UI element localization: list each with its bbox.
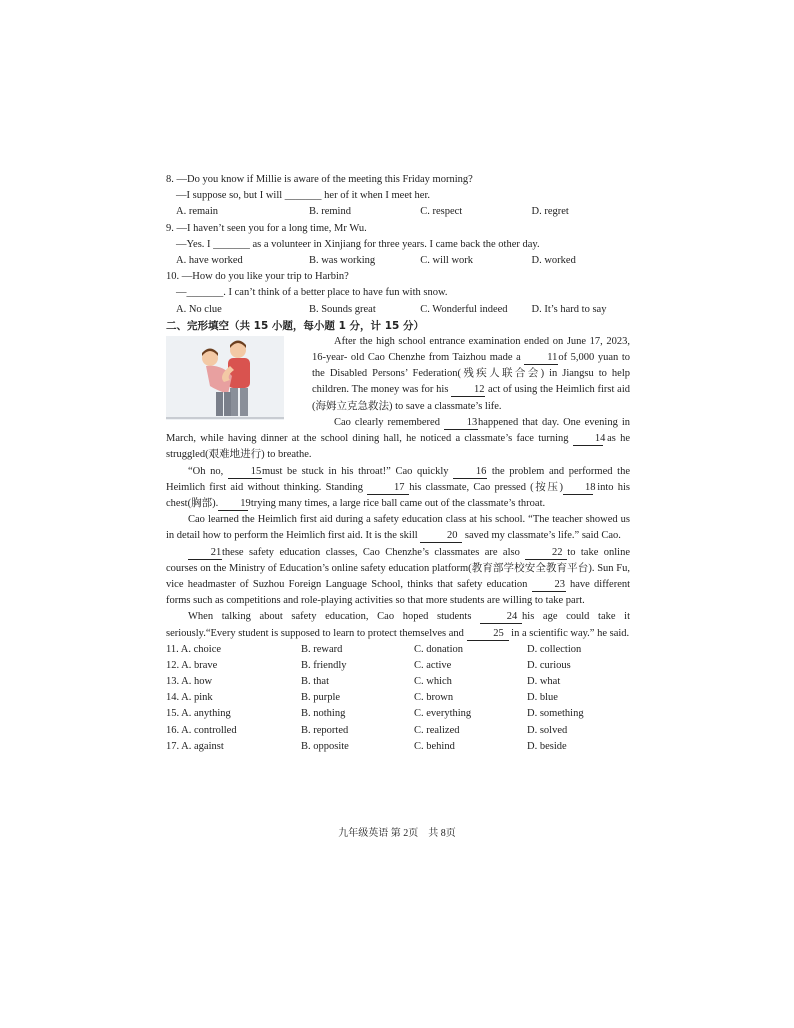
choice-row-12: [166, 658, 630, 674]
choice-15-d: D. something: [527, 708, 584, 720]
q8-option-c: C. respect: [420, 206, 463, 218]
q9-options: [166, 253, 630, 269]
cloze-passage: [166, 334, 630, 642]
choice-12-c: C. active: [414, 659, 452, 671]
choice-row-14: [166, 690, 630, 706]
q9-option-a: A. have worked: [176, 254, 243, 266]
p3-text-c: the problem and performed the Heimlich first aid without thinking. Standing: [166, 465, 630, 493]
choice-15-c: C. everything: [414, 708, 472, 720]
blank-20: 20: [420, 529, 462, 543]
p3-text-d: his classmate, Cao pressed (按压): [409, 481, 563, 493]
choice-16-a: 16. A. controlled: [166, 724, 237, 736]
p5-text-c: have different forms such as competitions and role-playing activities so that more students are willing to take part.: [166, 578, 631, 607]
choice-13-a: 13. A. how: [166, 676, 213, 688]
p2-text-a: Cao clearly remembered: [334, 416, 440, 428]
choice-row-11: [166, 642, 630, 658]
choice-17-b: B. opposite: [301, 740, 349, 752]
blank-11: 11: [524, 351, 558, 365]
cloze-choices: [166, 642, 630, 755]
blank-23: 23: [532, 578, 566, 592]
choice-11-c: C. donation: [414, 643, 463, 655]
section-title-cloze: 二、完形填空（共 15 小题，每小题 1 分，计 15 分）: [166, 319, 424, 332]
choice-14-a: 14. A. pink: [166, 692, 213, 704]
q10-option-d: D. It’s hard to say: [531, 303, 607, 315]
choice-17-c: C. behind: [414, 740, 455, 752]
paragraph-4: [166, 512, 630, 544]
choice-row-17: [166, 739, 630, 755]
p6-text-c: in a scientific way.” he said.: [511, 627, 630, 639]
p4-text-b: saved my classmate’s life.” said Cao.: [464, 530, 621, 542]
choice-row-15: [166, 706, 630, 722]
q10-answer-line: —_______. I can’t think of a better place to have fun with snow.: [176, 287, 448, 299]
p3-text-b: must be stuck in his throat!” Cao quickly: [261, 465, 449, 477]
choice-17-d: D. beside: [527, 740, 567, 752]
p1-text-b: of 5,000 yuan to the Disabled Persons’ Federation(残疾人联合会) in Jiangsu to help children. The money was for his: [312, 352, 630, 396]
page-content: [166, 172, 630, 755]
q9-option-c: C. will work: [420, 254, 474, 266]
q10-option-c: C. Wonderful indeed: [420, 303, 508, 315]
choice-16-d: D. solved: [527, 724, 568, 736]
choice-11-b: B. reward: [301, 643, 343, 655]
choice-11-d: D. collection: [527, 643, 582, 655]
choice-14-d: D. blue: [527, 692, 558, 704]
blank-22: 22: [525, 546, 567, 560]
p3-text-f: trying many times, a large rice ball came out of the classmate’s throat.: [250, 497, 546, 509]
q8-option-d: D. regret: [531, 206, 569, 218]
blank-13: 13: [444, 416, 478, 430]
choice-row-16: [166, 723, 630, 739]
q8-option-a: A. remain: [176, 206, 218, 218]
choice-15-b: B. nothing: [301, 708, 346, 720]
blank-25: 25: [467, 627, 509, 641]
choice-17-a: 17. A. against: [166, 740, 224, 752]
q10-option-a: A. No clue: [176, 303, 222, 315]
q10-prompt: 10. —How do you like your trip to Harbin?: [166, 271, 349, 283]
p5-text-a: these safety education classes, Cao Chenzhe’s classmates are also: [222, 546, 520, 558]
page-footer: 九年级英语 第 2页 共 8页: [338, 828, 456, 839]
p1-text-a: After the high school entrance examination ended on June 17, 2023, 16-year- old Cao Chenzhe from Taizhou made a: [312, 335, 630, 364]
blank-16: 16: [453, 465, 487, 479]
q9-prompt: 9. —I haven’t seen you for a long time, Mr Wu.: [166, 222, 367, 234]
p1-text-c: act of using the Heimlich first aid (海姆立克急救法) to save a classmate’s life.: [312, 384, 631, 412]
paragraph-5: [166, 545, 630, 610]
blank-12: 12: [451, 383, 485, 397]
p6-text-b: his age could take it seriously.“Every student is supposed to learn to protect themselves and: [166, 611, 630, 639]
blank-24: 24: [480, 610, 522, 624]
q10-options: [166, 302, 630, 318]
p2-text-c: as he struggled(艰难地进行) to breathe.: [166, 433, 630, 461]
q9-option-b: B. was working: [308, 254, 376, 266]
p4-text-a: Cao learned the Heimlich first aid during a safety education class at his school. “The teacher showed us in detail how to perform the Heimlich first aid. It is the skill: [166, 514, 630, 542]
blank-15: 15: [228, 465, 262, 479]
blank-17: 17: [367, 481, 409, 495]
choice-12-b: B. friendly: [301, 659, 347, 671]
choice-16-c: C. realized: [414, 724, 460, 736]
q9-answer-line: —Yes. I _______ as a volunteer in Xinjiang for three years. I came back the other day.: [176, 238, 540, 250]
heimlich-illustration-icon: [166, 336, 284, 420]
choice-12-d: D. curious: [527, 659, 571, 671]
choice-13-d: D. what: [527, 676, 561, 688]
choice-row-13: [166, 674, 630, 690]
blank-19: 19: [218, 497, 248, 511]
choice-15-a: 15. A. anything: [166, 708, 231, 720]
q8-options: [166, 204, 630, 220]
choice-13-c: C. which: [414, 676, 452, 688]
q8-option-b: B. remind: [308, 206, 351, 218]
choice-12-a: 12. A. brave: [166, 659, 218, 671]
choice-13-b: B. that: [301, 676, 329, 688]
p2-text-b: happened that day. One evening in March, while having dinner at the school dining hall, he noticed a classmate’s face turning: [166, 416, 631, 445]
p3-text-a: “Oh no,: [188, 465, 224, 477]
q8-prompt: 8. —Do you know if Millie is aware of the meeting this Friday morning?: [166, 174, 473, 185]
p3-text-e: into his chest(胸部).: [166, 481, 631, 509]
blank-18: 18: [563, 481, 593, 495]
q8-answer-line: —I suppose so, but I will _______ her of it when I meet her.: [176, 190, 430, 202]
paragraph-3: [166, 464, 630, 513]
p6-text-a: When talking about safety education, Cao hoped students: [188, 611, 472, 623]
blank-21: 21: [188, 546, 222, 560]
q9-option-d: D. worked: [531, 254, 576, 266]
choice-11-a: 11. A. choice: [166, 643, 222, 655]
choice-16-b: B. reported: [301, 724, 349, 736]
choice-14-b: B. purple: [301, 692, 341, 704]
paragraph-2: [166, 415, 630, 464]
p5-text-b: to take online courses on the Ministry of Education’s online safety education platform(教育部学校安全教育平台). Sun Fu, vice headmaster of Suzhou Foreign Language School, thinks that safety education: [166, 546, 631, 590]
paragraph-6: [166, 609, 630, 641]
q10-option-b: B. Sounds great: [308, 303, 376, 315]
blank-14: 14: [573, 432, 603, 446]
choice-14-c: C. brown: [414, 692, 454, 704]
